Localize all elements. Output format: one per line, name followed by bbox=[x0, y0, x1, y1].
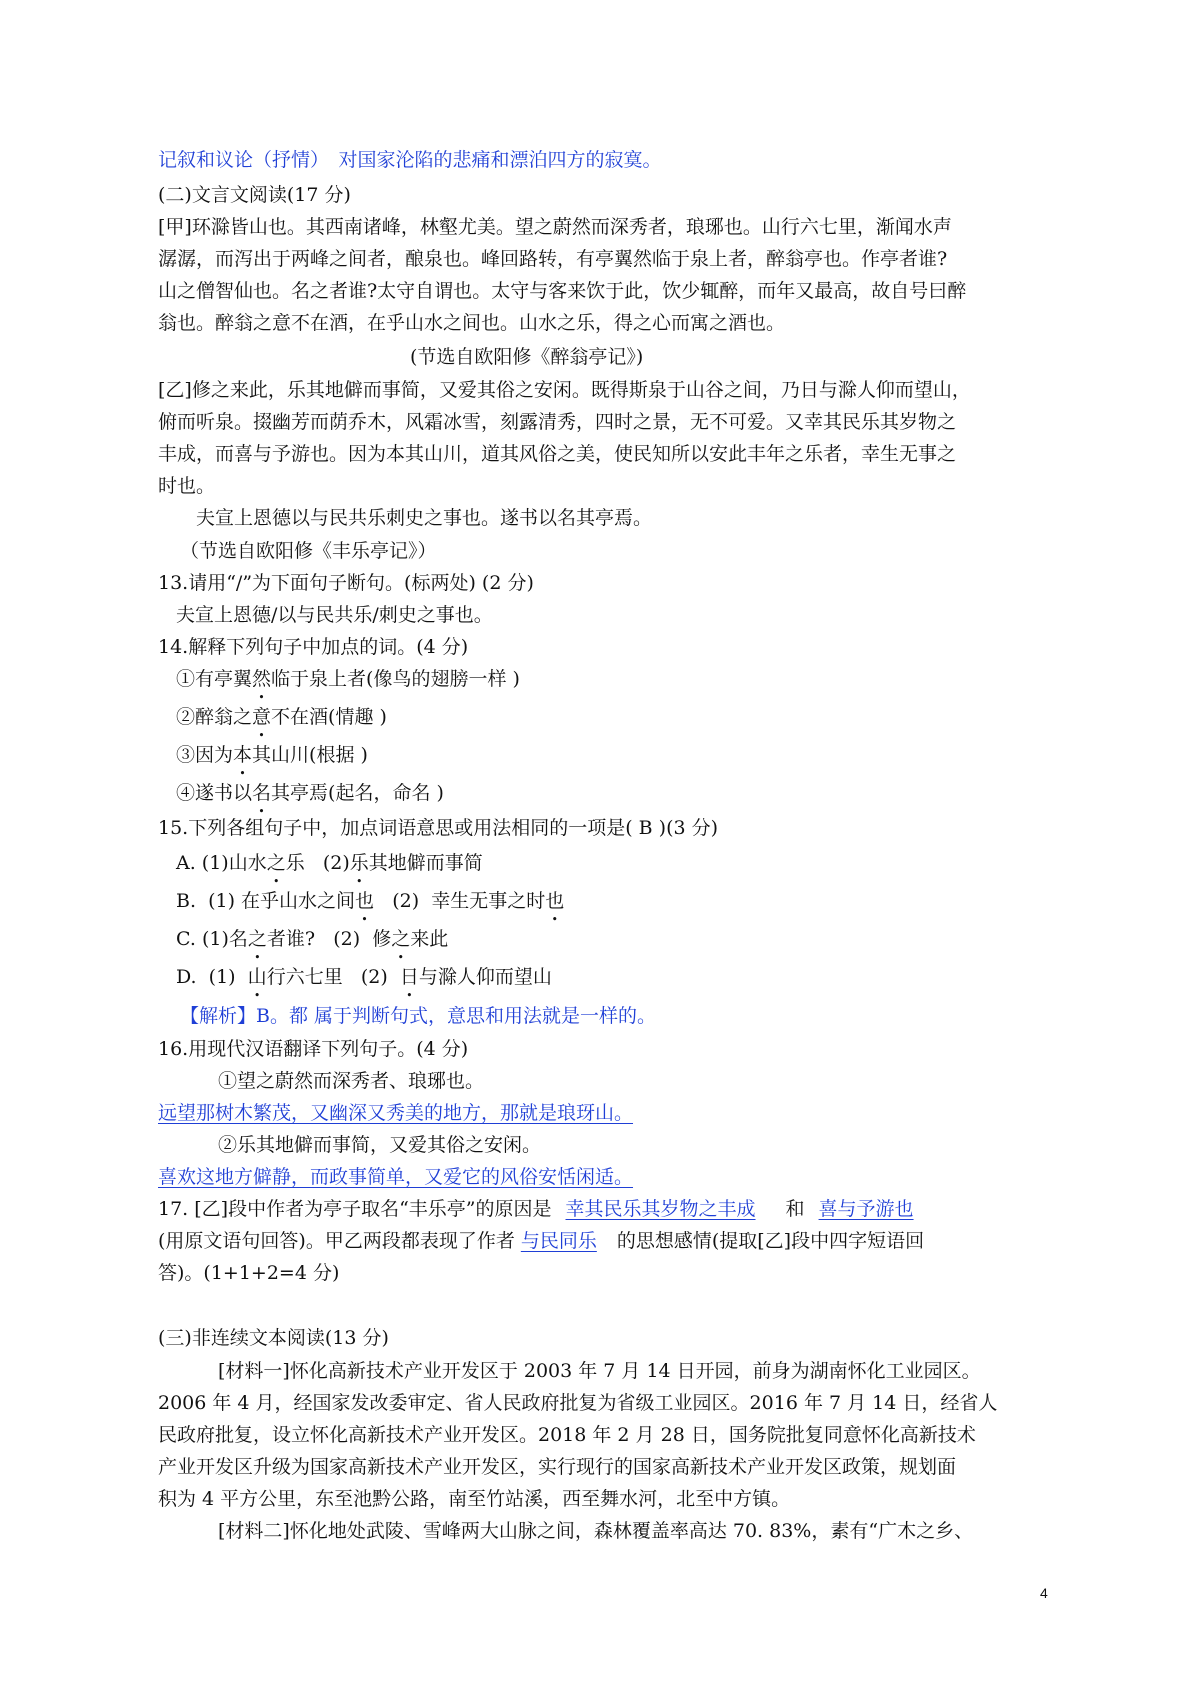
passage-yi-line: 夫宣上恩德以与民共乐刺史之事也。遂书以名其亭焉。 bbox=[196, 507, 653, 529]
section3-title: (三)非连续文本阅读(13 分) bbox=[158, 1327, 389, 1349]
source-jia: (节选自欧阳修《醉翁亭记》) bbox=[410, 346, 644, 368]
material2-line: [材料二]怀化地处武陵、雪峰两大山脉之间，森林覆盖率高达 70. 83%，素有“广木之乡、 bbox=[218, 1520, 974, 1542]
material1-line: 产业开发区升级为国家高新技术产业开发区，实行现行的国家高新技术产业开发区政策，规划面 bbox=[158, 1456, 957, 1478]
q16-sentence: ①望之蔚然而深秀者、琅琊也。 bbox=[218, 1070, 485, 1092]
q15-question: 15.下列各组句子中，加点词语意思或用法相同的一项是( B )(3 分) bbox=[158, 817, 719, 839]
q16-question: 16.用现代汉语翻译下列句子。(4 分) bbox=[158, 1038, 469, 1060]
q17-line: 答)。(1+1+2=4 分) bbox=[158, 1262, 340, 1284]
q16-sentence: ②乐其地僻而事简，又爱其俗之安闲。 bbox=[218, 1134, 542, 1156]
q14-item: ①有亭翼然临于泉上者(像鸟的翅膀一样 ) bbox=[176, 668, 520, 690]
q16-answer: 远望那树木繁茂，又幽深又秀美的地方，那就是琅玡山。 bbox=[158, 1102, 634, 1124]
q15-option: D. (1) 山行六七里 (2) 日与滁人仰而望山 bbox=[176, 966, 552, 988]
passage-jia-line: 潺潺，而泻出于两峰之间者，酿泉也。峰回路转，有亭翼然临于泉上者，醉翁亭也。作亭者谁? bbox=[158, 248, 948, 270]
source-yi: （节选自欧阳修《丰乐亭记》） bbox=[180, 540, 437, 562]
passage-jia-line: 翁也。醉翁之意不在酒，在乎山水之间也。山水之乐，得之心而寓之酒也。 bbox=[158, 312, 786, 334]
material1-line: 积为 4 平方公里，东至池黔公路，南至竹站溪，西至舞水河，北至中方镇。 bbox=[158, 1488, 791, 1510]
q16-answer: 喜欢这地方僻静，而政事简单，又爱它的风俗安恬闲适。 bbox=[158, 1166, 634, 1188]
q14-item: ②醉翁之意不在酒(情趣 ) bbox=[176, 706, 387, 728]
q17-answer-blank: 与民同乐 bbox=[520, 1230, 597, 1252]
q15-analysis: 【解析】B。都 属于判断句式，意思和用法就是一样的。 bbox=[180, 1005, 657, 1027]
section2-title: (二)文言文阅读(17 分) bbox=[158, 184, 351, 206]
q13-answer: 夫宣上恩德/以与民共乐/刺史之事也。 bbox=[176, 604, 493, 626]
material1-line: 民政府批复，设立怀化高新技术产业开发区。2018 年 2 月 28 日，国务院批复同意怀化高新技术 bbox=[158, 1424, 976, 1446]
top-answer: 记叙和议论（抒情） 对国家沦陷的悲痛和漂泊四方的寂寞。 bbox=[158, 149, 662, 171]
q14-question: 14.解释下列句子中加点的词。(4 分) bbox=[158, 636, 469, 658]
passage-yi-line: 丰成，而喜与予游也。因为本其山川，道其风俗之美，使民知所以安此丰年之乐者，幸生无事之 bbox=[158, 443, 957, 465]
q14-item: ④遂书以名其亭焉(起名，命名 ) bbox=[176, 782, 444, 804]
q13-question: 13.请用“/”为下面句子断句。(标两处) (2 分) bbox=[158, 572, 534, 594]
q15-option: A. (1)山水之乐 (2)乐其地僻而事简 bbox=[176, 852, 483, 874]
passage-yi-line: 俯而听泉。掇幽芳而荫乔木，风霜冰雪，刻露清秀，四时之景，无不可爱。又幸其民乐其岁物之 bbox=[158, 411, 957, 433]
q14-item: ③因为本其山川(根据 ) bbox=[176, 744, 368, 766]
q17-line: (用原文语句回答)。甲乙两段都表现了作者 与民同乐 的思想感情(提取[乙]段中四字短语回 bbox=[158, 1230, 925, 1252]
material1-line: [材料一]怀化高新技术产业开发区于 2003 年 7 月 14 日开园，前身为湖南怀化工业园区。 bbox=[218, 1360, 981, 1382]
passage-yi-line: [乙]修之来此，乐其地僻而事简，又爱其俗之安闲。既得斯泉于山谷之间，乃日与滁人仰而望山， bbox=[158, 379, 971, 401]
passage-jia-line: [甲]环滁皆山也。其西南诸峰，林壑尤美。望之蔚然而深秀者，琅琊也。山行六七里，渐闻水声 bbox=[158, 216, 952, 238]
page-number: 4 bbox=[1040, 1585, 1048, 1601]
q17-answer-blank: 喜与予游也 bbox=[818, 1198, 914, 1220]
passage-jia-line: 山之僧智仙也。名之者谁?太守自谓也。太守与客来饮于此，饮少辄醉，而年又最高，故自号曰醉 bbox=[158, 280, 967, 302]
passage-yi-line: 时也。 bbox=[158, 475, 216, 497]
q17-line: 17. [乙]段中作者为亭子取名“丰乐亭”的原因是 幸其民乐其岁物之丰成 和 喜与予游也 bbox=[158, 1198, 914, 1220]
q15-option: C. (1)名之者谁? (2) 修之来此 bbox=[176, 928, 449, 950]
q15-option: B. (1) 在乎山水之间也 (2) 幸生无事之时也 bbox=[176, 890, 565, 912]
material1-line: 2006 年 4 月，经国家发改委审定、省人民政府批复为省级工业园区。2016 年 7 月 14 日，经省人 bbox=[158, 1392, 998, 1414]
q17-answer-blank: 幸其民乐其岁物之丰成 bbox=[565, 1198, 756, 1220]
